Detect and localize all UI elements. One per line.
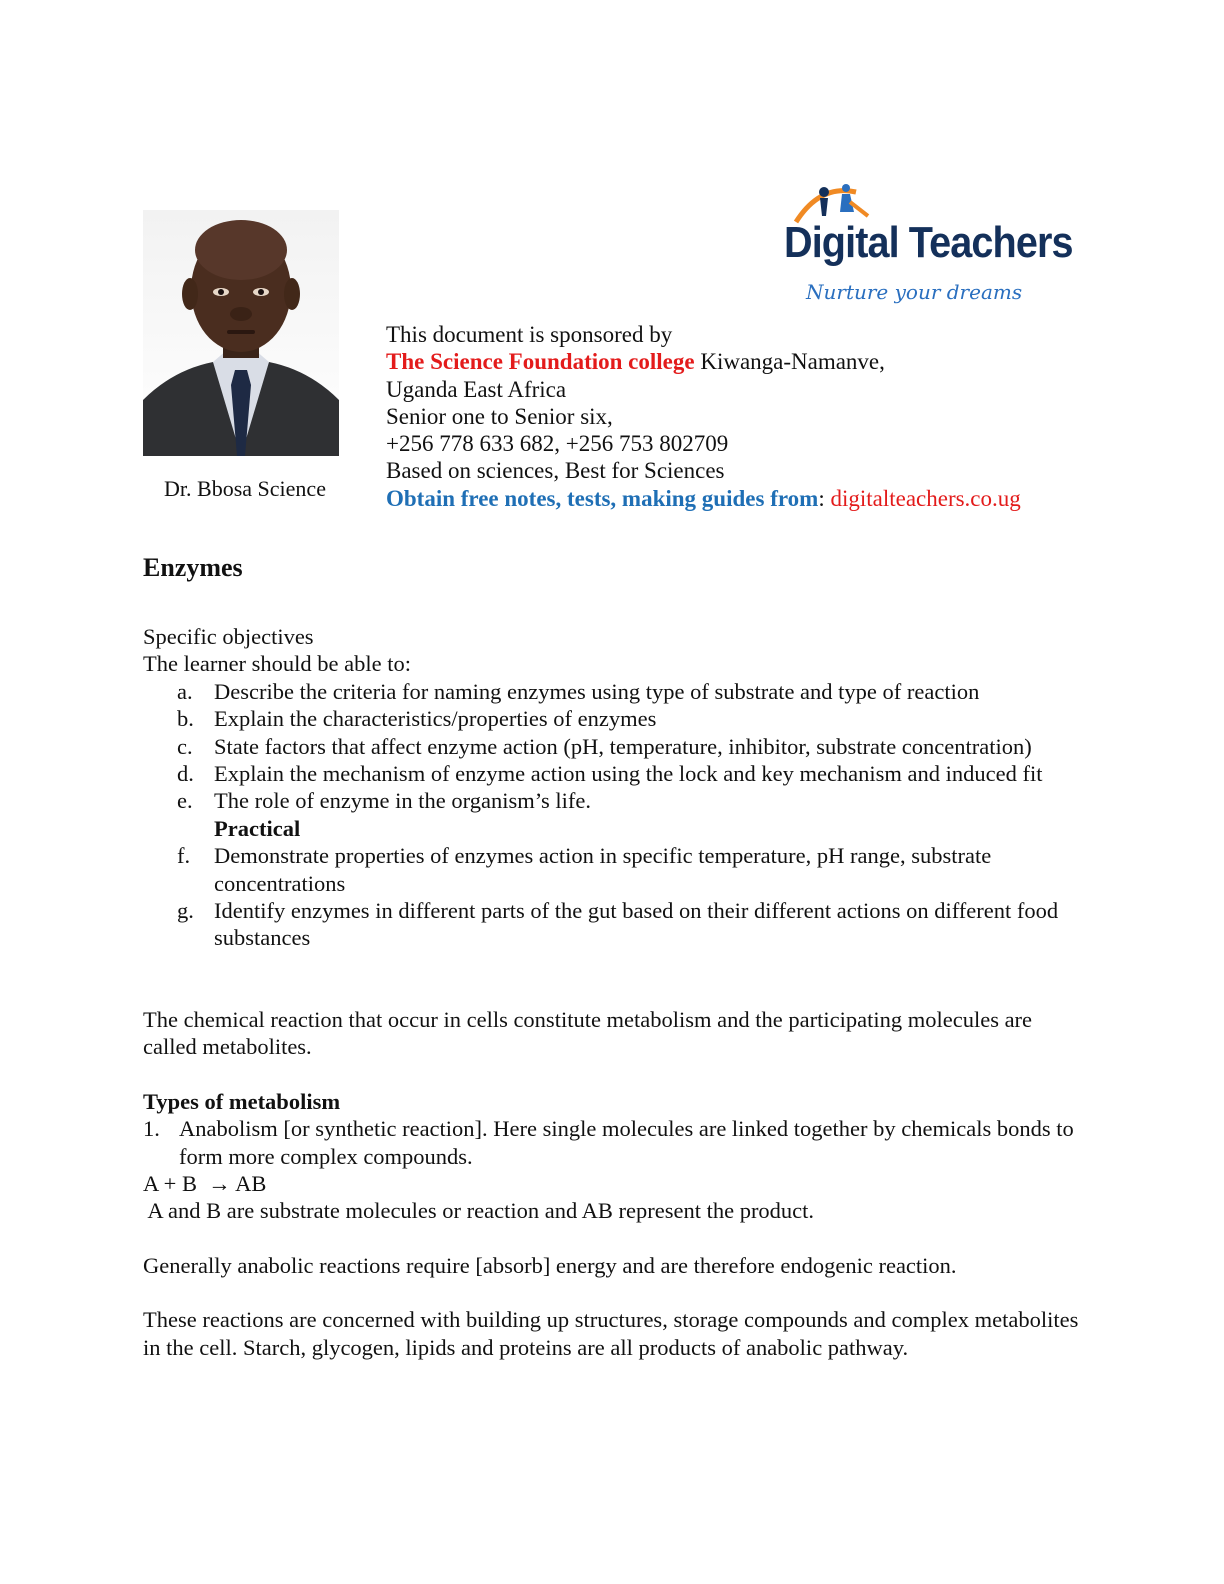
list-item-text: State factors that affect enzyme action (pH, temperature, inhibitor, substrate concentration) (214, 733, 1032, 759)
website-link[interactable]: digitalteachers.co.ug (830, 485, 1021, 511)
page-title: Enzymes (143, 553, 243, 582)
types-list (143, 1115, 1083, 1170)
sponsor-country: Uganda East Africa (386, 376, 567, 402)
list-item-text: Anabolism [or synthetic reaction]. Here single molecules are linked together by chemicals bonds to form more complex compounds. (179, 1116, 1074, 1169)
sponsor-levels: Senior one to Senior six, (386, 403, 613, 429)
list-item (143, 760, 1083, 787)
list-item (143, 1115, 1083, 1170)
digital-teachers-logo (780, 182, 1073, 312)
types-heading: Types of metabolism (143, 1088, 341, 1114)
obtain-text: Obtain free notes, tests, making guides from (386, 485, 819, 511)
obtain-colon: : (818, 485, 831, 511)
list-item (143, 842, 1083, 897)
list-item-text: Describe the criteria for naming enzymes using type of substrate and type of reaction (214, 678, 980, 704)
list-item-text: Demonstrate properties of enzymes action in specific temperature, pH range, substrate concentrations (214, 843, 992, 896)
practical-objectives-list (143, 842, 1083, 952)
college-location: Kiwanga-Namanve, (694, 349, 885, 375)
main-content (143, 552, 1083, 1361)
list-marker: e. (177, 788, 193, 814)
list-marker: d. (177, 761, 194, 787)
sponsor-obtain-line (386, 485, 1021, 512)
sponsor-intro: This document is sponsored by (386, 322, 673, 347)
list-item (143, 705, 1083, 732)
photo-caption: Dr. Bbosa Science (164, 476, 326, 501)
sponsor-block (386, 321, 1021, 512)
list-marker: c. (177, 733, 193, 759)
objectives-intro: The learner should be able to: (143, 651, 412, 677)
list-item-text: The role of enzyme in the organism’s life. (214, 788, 591, 814)
reaction-equation: A + B → AB (143, 1170, 267, 1196)
list-marker: a. (177, 678, 193, 704)
sponsor-motto: Based on sciences, Best for Sciences (386, 458, 725, 484)
equation-note: A and B are substrate molecules or reaction and AB represent the product. (143, 1198, 815, 1224)
anabolic-structures-paragraph: These reactions are concerned with building up structures, storage compounds and complex metabolites in the cell. Starch, glycogen, lipids and proteins are all products of anabolic pathway. (143, 1307, 1079, 1360)
list-item (143, 678, 1083, 705)
list-marker: f. (177, 843, 191, 869)
sponsor-phones: +256 778 633 682, +256 753 802709 (386, 431, 729, 457)
objectives-list (143, 678, 1083, 815)
list-item (143, 787, 1083, 814)
anabolic-energy-paragraph: Generally anabolic reactions require [absorb] energy and are therefore endogenic reaction. (143, 1252, 957, 1278)
author-photo (143, 210, 339, 456)
sponsor-college-line (386, 348, 1021, 375)
list-item (143, 897, 1083, 952)
college-name: The Science Foundation college (386, 349, 695, 375)
list-item-text: Identify enzymes in different parts of the gut based on their different actions on different food substances (214, 898, 1059, 951)
list-item (143, 733, 1083, 760)
list-marker: 1. (143, 1116, 160, 1142)
list-marker: b. (177, 706, 194, 732)
logo-wordmark: Digital Teachers (784, 218, 1073, 267)
list-item-text: Explain the mechanism of enzyme action using the lock and key mechanism and induced fit (214, 761, 1043, 787)
list-marker: g. (177, 898, 194, 924)
logo-tagline: Nurture your dreams (806, 280, 1023, 304)
objectives-heading: Specific objectives (143, 624, 314, 649)
metabolism-intro: The chemical reaction that occur in cells constitute metabolism and the participating molecules are called metabolites. (143, 1006, 1033, 1060)
practical-label: Practical (214, 815, 301, 841)
list-item-text: Explain the characteristics/properties of enzymes (214, 706, 657, 732)
